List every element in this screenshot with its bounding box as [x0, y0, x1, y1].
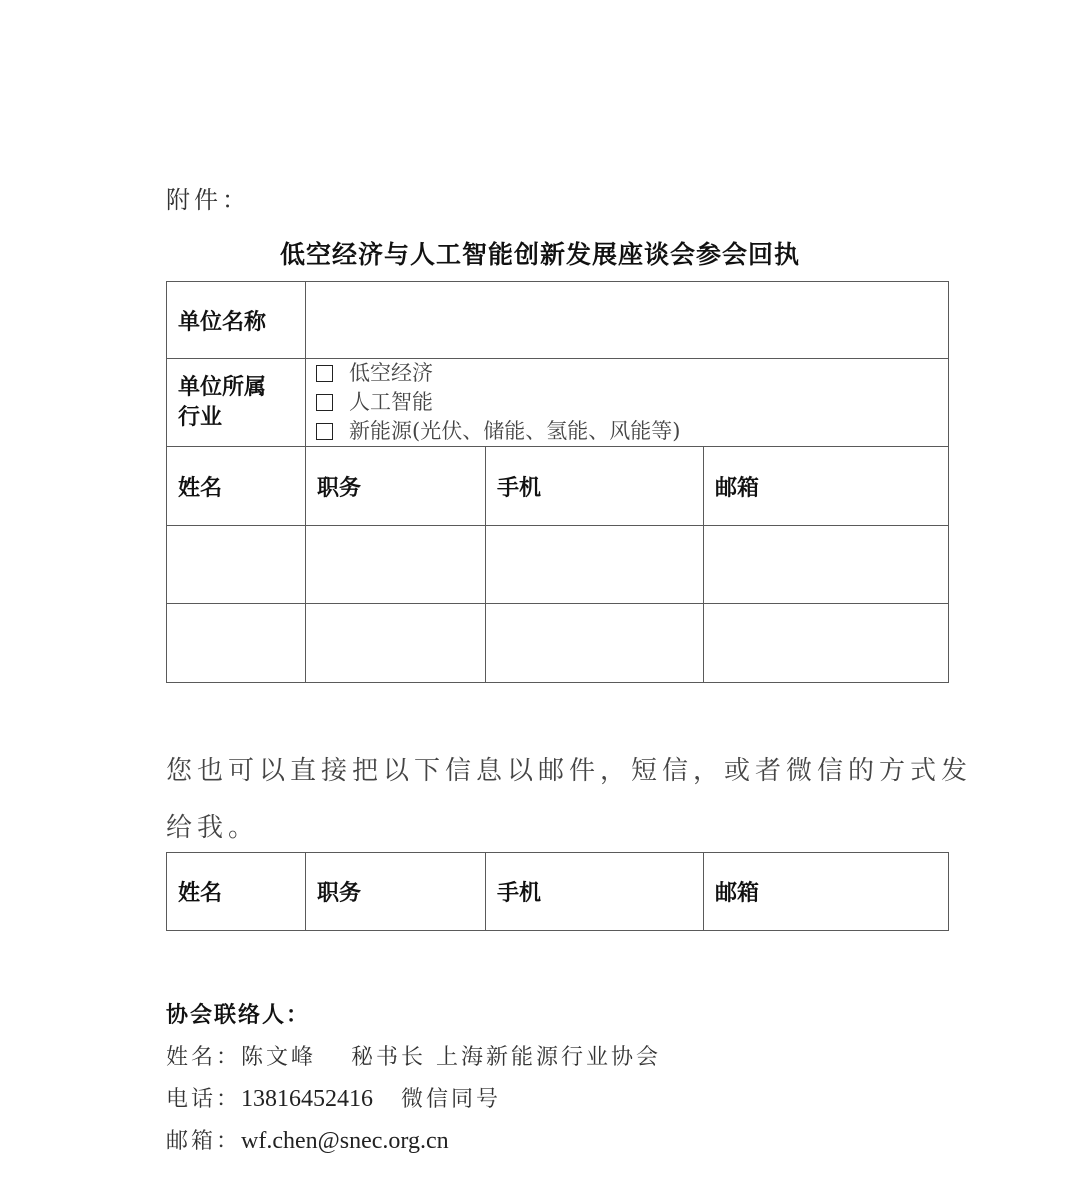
attendee-position-cell[interactable] — [306, 604, 486, 683]
contact-phone-value: 13816452416 — [241, 1086, 374, 1112]
contact-heading: 协会联络人： — [166, 1003, 311, 1028]
contact-email-value[interactable]: wf.chen@snec.org.cn — [241, 1128, 449, 1154]
checkbox-icon[interactable] — [316, 394, 333, 411]
attendee-email-cell[interactable] — [704, 604, 949, 683]
column-header-email: 邮箱 — [704, 447, 949, 526]
contact-phone-label: 电话： — [166, 1087, 242, 1112]
attendee-email-cell[interactable] — [704, 526, 949, 604]
attendee-mobile-cell[interactable] — [486, 604, 704, 683]
contact-name-line — [166, 1040, 661, 1071]
attendee-mobile-cell[interactable] — [486, 526, 704, 604]
industry-option-low-altitude[interactable]: 低空经济 — [316, 359, 948, 388]
org-name-field[interactable] — [306, 282, 949, 359]
info-table — [166, 852, 949, 931]
info-header-position: 职务 — [306, 853, 486, 931]
info-header-email: 邮箱 — [704, 853, 949, 931]
note-line-2: 给我。 — [166, 813, 260, 843]
industry-option-new-energy[interactable]: 新能源(光伏、储能、氢能、风能等) — [316, 417, 948, 446]
info-header-row — [167, 853, 949, 931]
checkbox-icon[interactable] — [316, 365, 333, 382]
registration-form-table — [166, 281, 949, 683]
industry-option-ai[interactable]: 人工智能 — [316, 388, 948, 417]
column-header-name: 姓名 — [167, 447, 306, 526]
column-header-position: 职务 — [306, 447, 486, 526]
contact-email-line — [166, 1124, 449, 1155]
attendee-position-cell[interactable] — [306, 526, 486, 604]
note-line-1: 您也可以直接把以下信息以邮件，短信，或者微信的方式发 — [166, 756, 973, 786]
contact-email-label: 邮箱： — [166, 1129, 242, 1154]
attendee-name-cell[interactable] — [167, 526, 306, 604]
contact-name-label: 姓名： — [166, 1045, 242, 1070]
contact-name-value: 陈文峰 秘书长 上海新能源行业协会 — [241, 1045, 662, 1070]
org-name-row — [167, 282, 949, 359]
info-header-mobile: 手机 — [486, 853, 704, 931]
attachment-label: 附件： — [166, 186, 250, 214]
contact-phone-line — [166, 1082, 501, 1113]
org-name-label: 单位名称 — [167, 282, 306, 359]
document-title: 低空经济与人工智能创新发展座谈会参会回执 — [279, 240, 800, 269]
info-header-name: 姓名 — [167, 853, 306, 931]
industry-row — [167, 359, 949, 447]
checkbox-icon[interactable] — [316, 423, 333, 440]
attendee-name-cell[interactable] — [167, 604, 306, 683]
attendee-header-row — [167, 447, 949, 526]
industry-label: 单位所属 行业 — [167, 359, 306, 447]
contact-phone-note: 微信同号 — [401, 1087, 502, 1112]
industry-options — [306, 359, 949, 447]
column-header-mobile: 手机 — [486, 447, 704, 526]
attendee-row — [167, 526, 949, 604]
attendee-row — [167, 604, 949, 683]
